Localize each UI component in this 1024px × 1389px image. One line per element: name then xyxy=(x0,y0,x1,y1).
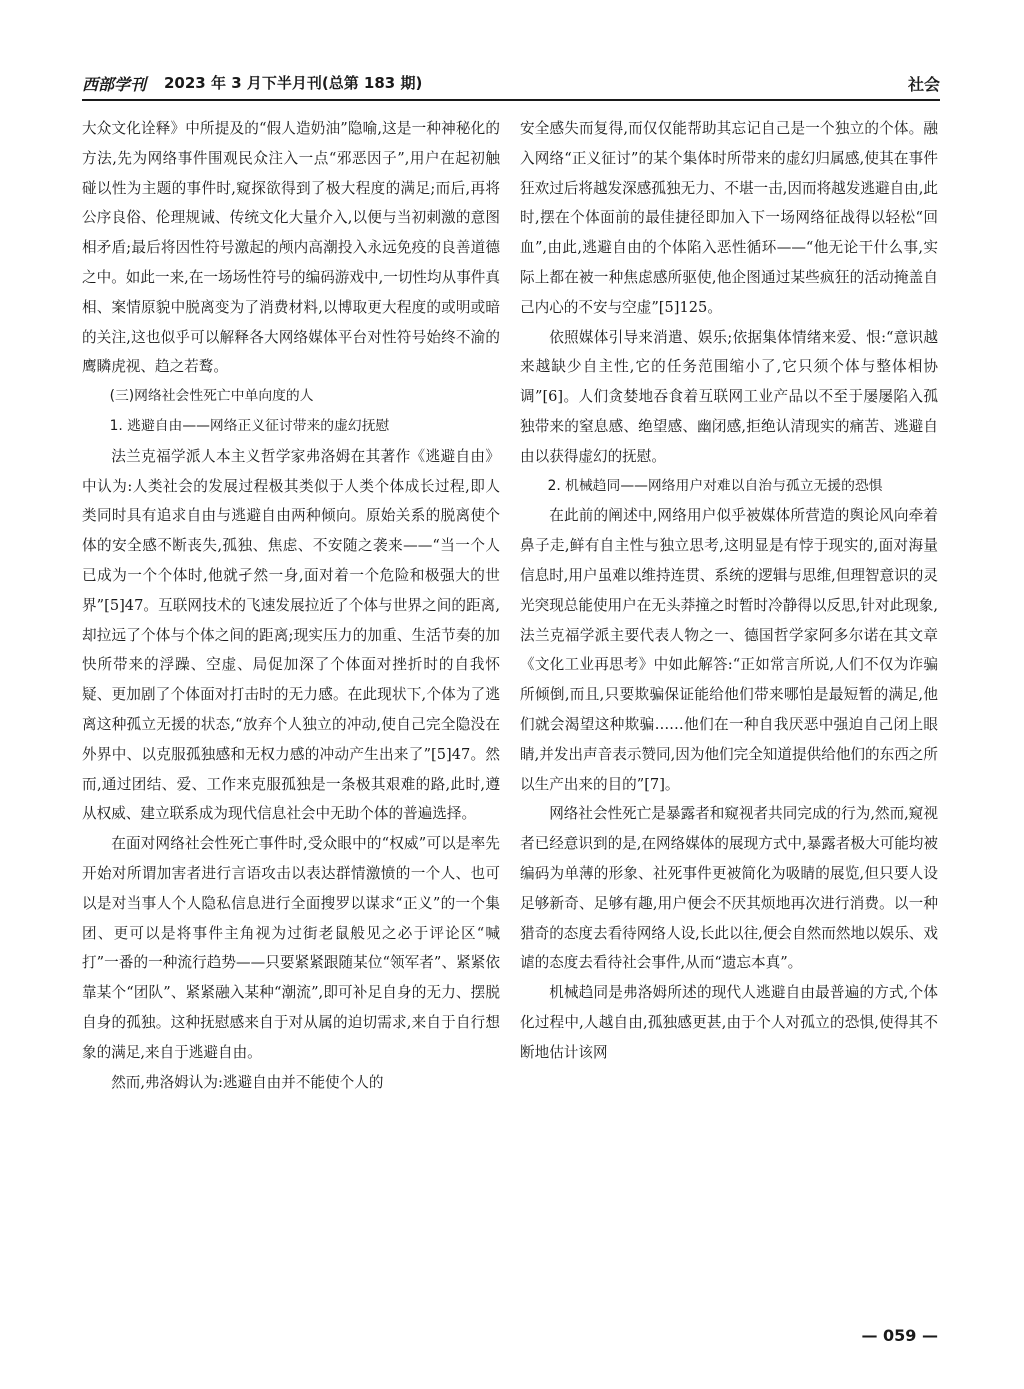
paragraph: 然而,弗洛姆认为:逃避自由并不能使个人的 xyxy=(111,1073,384,1091)
paragraph: 法兰克福学派人本主义哲学家弗洛姆在其著作《逃避自由》中认为:人类社会的发展过程极其类似于人类个体成长过程,即人类同时具有追求自由与逃避自由两种倾向。原始关系的脱离使个体的安全感不断丧失,孤独、焦虑、不安随之袭来——“当一个人已成为一个个体时,他就孑然一身,面对着一个危险和极强大的世界”[5]47。互联网技术的飞速发展拉近了个体与世界之间的距离,却拉远了个体与个体之间的距离;现实压力的加重、生活节奏的加快所带来的浮躁、空虚、局促加深了个体面对挫折时的自我怀疑、更加剧了个体面对打击时的无力感。在此现状下,个体为了逃离这种孤立无援的状态,“放弃个人独立的冲动,使自己完全隐没在外界中、以克服孤独感和无权力感的冲动产生出来了”[5]47。然而,通过团结、爱、工作来克服孤独是一条极其艰难的路,此时,遵从权威、建立联系成为现代信息社会中无助个体的普遍选择。 xyxy=(82,447,500,823)
subsection-heading: (三)网络社会性死亡中单向度的人 xyxy=(109,388,314,405)
left-column xyxy=(82,114,500,1097)
paragraph: 在面对网络社会性死亡事件时,受众眼中的“权威”可以是率先开始对所谓加害者进行言语攻击以表达群情激愤的一个人、也可以是对当事人个人隐私信息进行全面搜罗以谋求“正义”的一个集团、更可以是将事件主角视为过街老鼠般见之必于评论区“喊打”一番的一种流行趋势——只要紧紧跟随某位“领军者”、紧紧依靠某个“团队”、紧紧融入某种“潮流”,即可补足自身的无力、摆脱自身的孤独。这种抚慰感来自于对从属的迫切需求,来自于自行想象的满足,来自于逃避自由。 xyxy=(82,835,500,1061)
subsection-heading: 1. 逃避自由——网络正义征讨带来的虚幻抚慰 xyxy=(109,417,390,434)
subsection-heading: 2. 机械趋同——网络用户对难以自治与孤立无援的恐惧 xyxy=(547,477,883,494)
paragraph: 网络社会性死亡是暴露者和窥视者共同完成的行为,然而,窥视者已经意识到的是,在网络媒体的展现方式中,暴露者极大可能均被编码为单薄的形象、社死事件更被简化为吸睛的展览,但只要人设足够新奇、足够有趣,用户便会不厌其烦地再次进行消费。以一种猎奇的态度去看待网络人设,长此以往,便会自然而然地以娱乐、戏谑的态度去看待社会事件,从而“遗忘本真”。 xyxy=(520,805,938,972)
right-column xyxy=(520,114,938,1068)
paragraph: 大众文化诠释》中所提及的“假人造奶油”隐喻,这是一种神秘化的方法,先为网络事件围观民众注入一点“邪恶因子”,用户在起初触碰以性为主题的事件时,窥探欲得到了极大程度的满足;而后,再将公序良俗、伦理规诫、传统文化大量介入,以便与当初刺激的意图相矛盾;最后将因性符号激起的颅内高潮投入永远免疫的良善道德之中。如此一来,在一场场性符号的编码游戏中,一切性均从事件真相、案情原貌中脱离变为了消费材料,以博取更大程度的或明或暗的关注,这也似乎可以解释各大网络媒体平台对性符号始终不渝的鹰瞵虎视、趋之若鹜。 xyxy=(82,120,500,376)
paragraph: 机械趋同是弗洛姆所述的现代人逃避自由最普遍的方式,个体化过程中,人越自由,孤独感更甚,由于个人对孤立的恐惧,使得其不断地估计该网 xyxy=(520,984,938,1061)
journal-logo: 西部学刊 xyxy=(82,75,147,94)
paragraph: 在此前的阐述中,网络用户似乎被媒体所营造的舆论风向牵着鼻子走,鲜有自主性与独立思考,这明显是有悖于现实的,面对海量信息时,用户虽难以维持连贯、系统的逻辑与思维,但理智意识的灵光突现总能使用户在无头莽撞之时暂时冷静得以反思,针对此现象,法兰克福学派主要代表人物之一、德国哲学家阿多尔诺在其文章《文化工业再思考》中如此解答:“正如常言所说,人们不仅为诈骗所倾倒,而且,只要欺骗保证能给他们带来哪怕是最短暂的满足,他们就会渴望这种欺骗……他们在一种自我厌恶中强迫自己闭上眼睛,并发出声音表示赞同,因为他们完全知道提供给他们的东西之所以生产出来的目的”[7]。 xyxy=(520,507,938,793)
paragraph: 安全感失而复得,而仅仅能帮助其忘记自己是一个独立的个体。融入网络“正义征讨”的某个集体时所带来的虚幻归属感,使其在事件狂欢过后将越发深感孤独无力、不堪一击,因而将越发逃避自由,此时,摆在个体面前的最佳捷径即加入下一场网络征战得以轻松“回血”,由此,逃避自由的个体陷入恶性循环——“他无论干什么事,实际上都在被一种焦虑感所驱使,他企图通过某些疯狂的活动掩盖自己内心的不安与空虚”[5]125。 xyxy=(520,120,938,316)
header-divider xyxy=(82,99,940,101)
page-number: — 059 — xyxy=(861,1326,938,1345)
page-header xyxy=(82,70,940,98)
section-title: 社会 xyxy=(907,75,940,94)
paragraph: 依照媒体引导来消遣、娱乐;依据集体情绪来爱、恨:“意识越来越缺少自主性,它的任务范围缩小了,它只须个体与整体相协调”[6]。人们贪婪地吞食着互联网工业产品以不至于屡屡陷入孤独带来的窒息感、绝望感、幽闭感,拒绝认清现实的痛苦、逃避自由以获得虚幻的抚慰。 xyxy=(520,328,938,465)
issue-info: 2023 年 3 月下半月刊(总第 183 期) xyxy=(164,74,423,92)
